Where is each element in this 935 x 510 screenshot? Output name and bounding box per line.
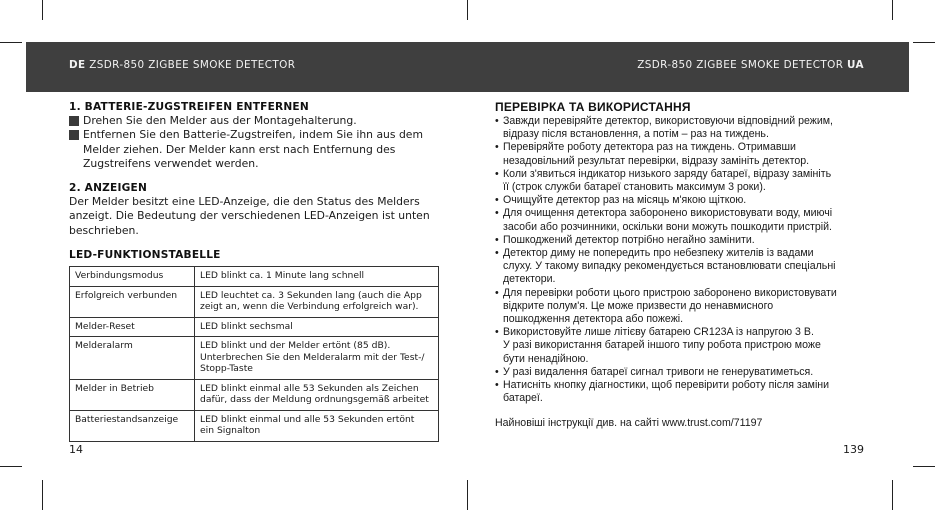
list-item: • Перевіряйте роботу детектора раз на тиждень. Отримавши незадовільний результат перевірки, відразу замініть детектор. (495, 141, 810, 167)
table-cell-mode: Melder in Betrieb (70, 379, 195, 410)
table-cell-mode: Melderalarm (70, 337, 195, 380)
led-table-heading: LED-FUNKTIONSTABELLE (69, 249, 221, 262)
step-1: Drehen Sie den Melder aus der Montagehalterung. (69, 114, 441, 128)
table-cell-description: LED blinkt und der Melder ertönt (85 dB). Unterbrechen Sie den Melderalarm mit der Test-/ Stopp-Taste (195, 337, 439, 380)
step-2-text: Melder ziehen. Der Melder kann erst nach Entfernung des (83, 142, 396, 156)
header-left-title: DE ZSDR-850 ZIGBEE SMOKE DETECTOR (69, 59, 296, 71)
list-item: • Коли з'явиться індикатор низького заряду батареї, відразу замініть її (строк служби батареї становить максимум 3 роки). (495, 167, 832, 194)
step-2-text: Zugstreifens verwendet werden. (83, 156, 259, 170)
table-cell-description: LED blinkt einmal alle 53 Sekunden als Zeichen dafür, dass der Meldung ordnungsgemäß arbeitet (195, 379, 439, 410)
crop-mark (42, 0, 43, 20)
led-function-table (69, 266, 439, 442)
table-cell-mode: Verbindungsmodus (70, 267, 195, 287)
list-item: • Детектор диму не попередить про небезпеку жителів із вадами слуху. У такому випадку рекомендується встановлювати спеціальні детектори. (495, 247, 836, 286)
table-cell-description: LED blinkt sechsmal (195, 317, 439, 337)
table-cell-mode: Erfolgreich verbunden (70, 286, 195, 317)
crop-mark (913, 466, 935, 467)
crop-mark (0, 466, 22, 467)
step-square-icon (69, 130, 79, 140)
step-2: Entfernen Sie den Batterie-Zugstreifen, indem Sie ihn aus dem (69, 128, 441, 142)
section1-heading: 1. BATTERIE-ZUGSTREIFEN ENTFERNEN (69, 101, 309, 113)
list-item: • Для перевірки роботи цього пристрою заборонено використовувати відкрите полум'я. Це може призвести до ненавмисного пошкодження детектора або пожежі. (495, 286, 837, 326)
crop-mark (467, 480, 468, 510)
table-cell-mode: Melder-Reset (70, 317, 195, 337)
right-column (495, 100, 875, 430)
section2-text: beschrieben. (69, 223, 139, 237)
page-number-left: 14 (69, 443, 83, 456)
step-square-icon (69, 116, 79, 126)
list-item: • Для очищення детектора заборонено використовувати воду, миючі засоби або розчинники, оскільки вони можуть пошкодити пристрій. (495, 207, 833, 233)
table-row (70, 267, 439, 287)
left-column (69, 100, 441, 262)
table-cell-description: LED blinkt einmal und alle 53 Sekunden ertönt ein Signalton (195, 410, 439, 441)
header-bar (26, 42, 909, 92)
list-item: • Завжди перевіряйте детектор, використовуючи відповідний режим, відразу після встановлення, а потім – раз на тиждень. (495, 115, 834, 141)
crop-mark (0, 42, 22, 43)
list-item: • Натисніть кнопку діагностики, щоб перевірити роботу після заміни батареї. (495, 379, 830, 405)
list-item: • Пошкоджений детектор потрібно негайно замінити. (495, 233, 755, 246)
crop-mark (892, 480, 893, 510)
crop-mark (42, 480, 43, 510)
list-item: • Використовуйте лише літієву батарею CR123A із напругою 3 В. У разі використання батарей іншого типу робота пристрою може бути ненадійною. (495, 326, 821, 365)
section2-heading: 2. ANZEIGEN (69, 182, 148, 195)
section2-text: anzeigt. Die Bedeutung der verschiedenen LED-Anzeigen ist unten (69, 209, 430, 223)
section2-text: Der Melder besitzt eine LED-Anzeige, die den Status des Melders (69, 195, 420, 209)
list-item: • У разі видалення батареї сигнал тривоги не генеруватиметься. (495, 365, 814, 378)
table-row (70, 317, 439, 337)
table-row (70, 337, 439, 380)
instruction-list (495, 115, 875, 405)
crop-mark (892, 0, 893, 20)
table-row (70, 410, 439, 441)
table-cell-description: LED leuchtet ca. 3 Sekunden lang (auch die App zeigt an, wenn die Verbindung erfolgreich war). (195, 286, 439, 317)
footer-link-text: Найновіші інструкції див. на сайті www.trust.com/71197 (495, 417, 763, 430)
table-row (70, 286, 439, 317)
header-right-title: ZSDR-850 ZIGBEE SMOKE DETECTOR UA (637, 59, 864, 71)
list-item: • Очищуйте детектор раз на місяць м'якою щіткою. (495, 194, 747, 207)
right-title: ПЕРЕВІРКА ТА ВИКОРИСТАННЯ (495, 100, 691, 114)
table-row (70, 379, 439, 410)
page-number-right: 139 (843, 443, 864, 456)
table-cell-description: LED blinkt ca. 1 Minute lang schnell (195, 267, 439, 287)
crop-mark (467, 0, 468, 20)
crop-mark (913, 42, 935, 43)
table-cell-mode: Batteriestandsanzeige (70, 410, 195, 441)
